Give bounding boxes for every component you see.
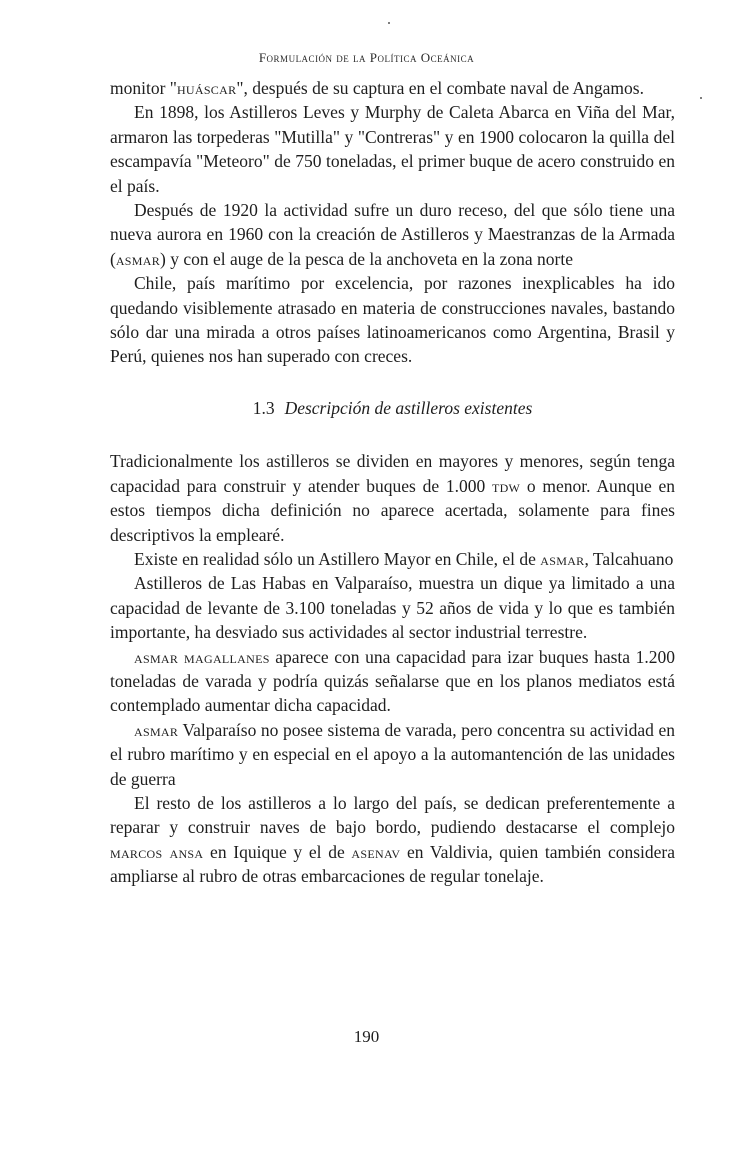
- paragraph: En 1898, los Astilleros Leves y Murphy de Caleta Abarca en Viña del Mar, armaron las torpederas "Mutilla" y "Contreras" y en 1900 colocaron la quilla del escampavía "Meteoro" de 750 toneladas, el primer buque de acero construido en el país.: [110, 102, 675, 196]
- paragraph: Tradicionalmente los astilleros se dividen en mayores y menores, según tenga capacidad para construir y atender buques de 1.000 tdw o menor. Aunque en estos tiempos dicha definición no aparece acertada, solamente para fines descriptivos la emplearé.: [110, 451, 675, 545]
- paragraph: asmar magallanes aparece con una capacidad para izar buques hasta 1.200 toneladas de varada y podría quizás señalarse que en los planos mediatos está contemplado aumentar dicha capacidad.: [110, 646, 675, 716]
- paragraph: Después de 1920 la actividad sufre un duro receso, del que sólo tiene una nueva aurora en 1960 con la creación de Astilleros y Maestranzas de la Armada (asmar) y con el auge de la pesca de la anchoveta en la zona norte: [110, 200, 675, 269]
- scan-speck: [388, 22, 390, 24]
- section-title: Descripción de astilleros existentes: [284, 397, 533, 418]
- paragraph: Astilleros de Las Habas en Valparaíso, muestra un dique ya limitado a una capacidad de levante de 3.100 toneladas y 52 años de vida y lo que es también importante, ha desviado sus actividades al sector industrial terrestre.: [110, 573, 675, 643]
- section-heading: [110, 396, 675, 420]
- paragraph: Existe en realidad sólo un Astillero Mayor en Chile, el de asmar, Talcahuano: [134, 548, 674, 569]
- scan-speck: [700, 97, 702, 99]
- body-text: [110, 76, 675, 889]
- running-header: Formulación de la Política Oceánica: [258, 50, 475, 65]
- page-number: 190: [353, 1027, 380, 1046]
- paragraph: asmar Valparaíso no posee sistema de varada, pero concentra su actividad en el rubro marítimo y en especial en el apoyo a la automantención de las unidades de guerra: [110, 719, 675, 789]
- section-number: 1.3: [252, 397, 275, 418]
- paragraph: El resto de los astilleros a lo largo del país, se dedican preferentemente a reparar y construir naves de bajo bordo, pudiendo destacarse el complejo marcos ansa en Iquique y el de asenav en Valdivia, quien también considera ampliarse al rubro de otras embarcaciones de regular tonelaje.: [110, 792, 676, 887]
- paragraph: monitor "huáscar", después de su captura en el combate naval de Angamos.: [110, 78, 644, 98]
- paragraph: Chile, país marítimo por excelencia, por razones inexplicables ha ido quedando visiblemente atrasado en materia de construcciones navales, bastando sólo dar una mirada a otros países latinoamericanos como Argentina, Brasil y Perú, quienes nos han superado con creces.: [110, 273, 675, 367]
